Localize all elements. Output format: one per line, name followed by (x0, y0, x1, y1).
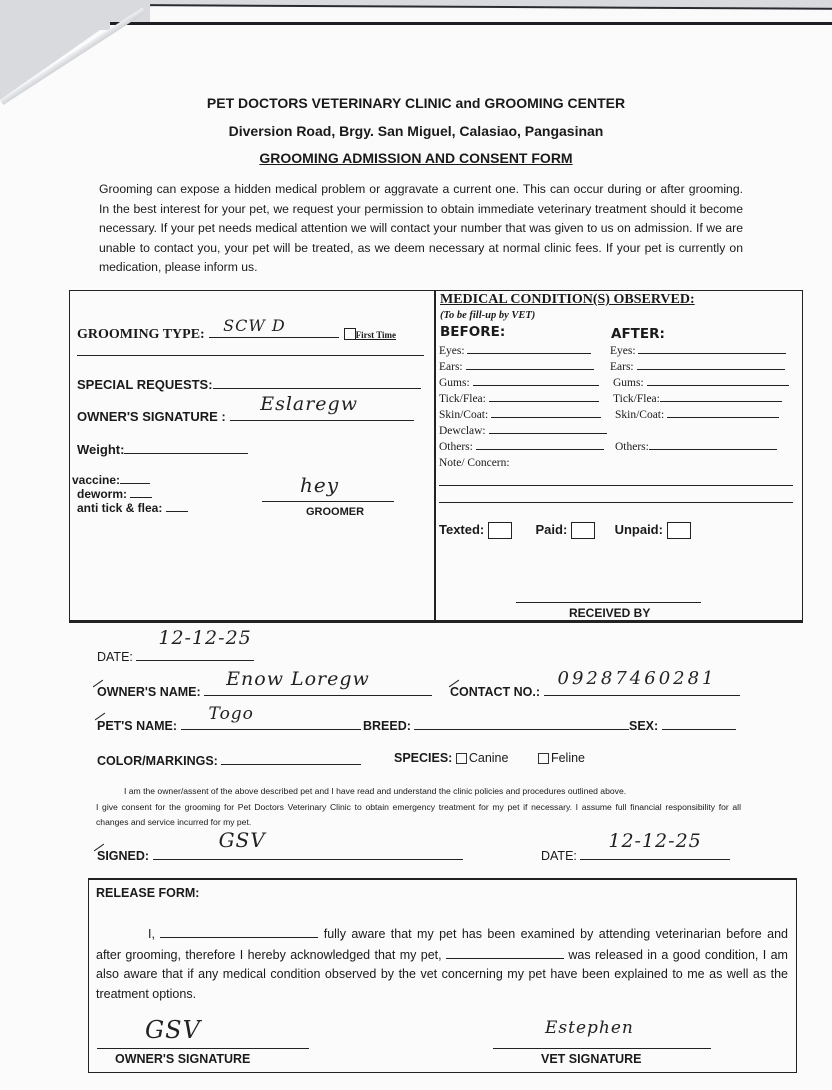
color-markings-label: COLOR/MARKINGS: (97, 754, 218, 768)
admission-date-value: 12-12-25 (158, 627, 252, 649)
before-field[interactable]: Gums: (439, 375, 599, 391)
deworm-field[interactable]: deworm: (72, 487, 188, 501)
note-line[interactable] (439, 485, 793, 486)
grooming-type-value: SCW D (223, 316, 286, 335)
pet-name-field[interactable] (97, 704, 361, 733)
special-requests-field[interactable] (77, 375, 421, 394)
note-concern-label: Note/ Concern: (439, 457, 510, 469)
color-markings-field[interactable] (97, 751, 361, 768)
grooming-type-field[interactable] (77, 316, 397, 343)
release-owner-signature-value: GSV (145, 1016, 201, 1044)
weight-field[interactable] (77, 440, 248, 459)
note-line[interactable] (439, 502, 793, 503)
before-field[interactable]: Skin/Coat: (439, 407, 601, 423)
sex-field[interactable] (629, 716, 736, 733)
release-pet-name-field[interactable] (446, 945, 564, 959)
consent-date-field[interactable] (541, 830, 730, 863)
after-field[interactable]: Skin/Coat: (615, 407, 779, 423)
owner-name-label: OWNER'S NAME: (97, 685, 201, 699)
special-requests-label: SPECIAL REQUESTS: (77, 377, 213, 392)
medical-row (439, 391, 799, 407)
release-owner-signature-line[interactable] (97, 1016, 309, 1049)
form-title: GROOMING ADMISSION AND CONSENT FORM (259, 150, 573, 166)
clinic-name: PET DOCTORS VETERINARY CLINIC and GROOMING CENTER (206, 95, 626, 111)
after-field[interactable]: Gums: (613, 375, 789, 391)
before-field[interactable]: Dewclaw: (439, 423, 607, 439)
release-paragraph: I, fully aware that my pet has been examined by attending veterinarian before and after grooming, therefore I hereby acknowledged that my pet, was released in a good condition, I am also aware that if any medical condition observed by the vet concerning my pet have been explained to me as well as the treatment options. (96, 924, 788, 1004)
species-label: SPECIES: (394, 751, 453, 765)
release-owner-name-field[interactable] (160, 924, 318, 938)
admission-date-field[interactable] (97, 627, 254, 664)
species-option-canine[interactable]: Canine (456, 751, 509, 765)
contact-number-label: CONTACT NO.: (450, 685, 541, 699)
species-field (394, 751, 585, 765)
received-by-label: RECEIVED BY (569, 606, 651, 620)
texted-label: Texted: (439, 522, 485, 537)
before-field[interactable]: Tick/Flea: (439, 391, 599, 407)
owner-signature-label: OWNER'S SIGNATURE : (77, 409, 226, 424)
unpaid-label: Unpaid: (614, 522, 663, 537)
paid-label: Paid: (535, 522, 568, 537)
vet-signature-value: Estephen (545, 1018, 634, 1038)
pet-name-label: PET'S NAME: (97, 719, 178, 733)
after-field[interactable]: Eyes: (610, 343, 786, 359)
vet-signature-label: VET SIGNATURE (541, 1052, 642, 1066)
clinic-address: Diversion Road, Brgy. San Miguel, Calasiao, Pangasinan (228, 123, 604, 139)
medical-rows (439, 343, 799, 471)
medical-subtitle: (To be fill-up by VET) (440, 310, 536, 321)
grooming-type-label: GROOMING TYPE: (77, 327, 205, 342)
before-field[interactable]: Others: (439, 439, 604, 455)
medical-row (439, 375, 799, 391)
after-label: AFTER: (611, 326, 665, 342)
before-label: BEFORE: (440, 324, 506, 340)
medical-row (439, 439, 799, 455)
paid-checkbox[interactable] (571, 522, 595, 539)
medical-row (439, 407, 799, 423)
weight-label: Weight: (77, 442, 125, 457)
vaccine-field[interactable]: vaccine: (72, 473, 188, 487)
owner-signature-value: Eslaregw (260, 393, 358, 415)
owner-signature-field[interactable] (77, 393, 414, 426)
received-by-line[interactable] (516, 602, 701, 603)
after-field[interactable]: Tick/Flea: (613, 391, 782, 407)
contact-number-value: 09287460281 (557, 668, 717, 689)
release-owner-signature-label: OWNER'S SIGNATURE (115, 1052, 251, 1066)
grooming-section (69, 290, 436, 623)
signed-value: GSV (218, 828, 266, 852)
pet-name-value: Togo (208, 704, 254, 724)
medical-row (439, 423, 799, 439)
admission-date-label: DATE: (97, 650, 133, 664)
first-time-label: First Time (355, 330, 397, 340)
first-time-checkbox[interactable] (344, 328, 356, 340)
medical-section (434, 290, 803, 623)
consent-date-label: DATE: (541, 849, 577, 863)
species-option-feline[interactable]: Feline (538, 751, 585, 765)
unpaid-checkbox[interactable] (667, 522, 691, 539)
owner-name-field[interactable] (97, 668, 432, 699)
signed-field[interactable] (97, 828, 463, 863)
grooming-type-line2[interactable] (77, 355, 424, 356)
anti-tick-flea-field[interactable]: anti tick & flea: (72, 501, 188, 515)
release-form-section (88, 878, 797, 1073)
before-field[interactable]: Eyes: (439, 343, 591, 359)
medical-title: MEDICAL CONDITION(S) OBSERVED: (440, 292, 695, 307)
consent-paragraph: I am the owner/assent of the above described pet and I have read and understand the clinic policies and procedures outlined above. I give consent for the grooming for Pet Doctors Veterinary Clinic to obtain emergency treatment for my pet if necessary. I assume full financial responsibility for all changes and service incurred for my pet. (96, 786, 741, 827)
breed-field[interactable] (363, 716, 629, 733)
release-form-title: RELEASE FORM: (96, 886, 200, 900)
status-checkboxes (439, 522, 691, 539)
after-field[interactable]: Ears: (610, 359, 785, 375)
intro-paragraph: Grooming can expose a hidden medical problem or aggravate a current one. This can occur during or after grooming. In the best interest for your pet, we request your permission to obtain immediate veterinary treatment should it become necessary. If your pet needs medical attention we will contact your number that was given to us on admission. If we are unable to contact you, your pet will be treated, as we deem necessary at normal clinic fees. If your pet is currently on medication, please inform us. (99, 182, 743, 274)
canine-checkbox[interactable] (456, 753, 467, 764)
sex-label: SEX: (629, 719, 659, 733)
vet-signature-line[interactable] (493, 1018, 711, 1049)
after-field[interactable]: Others: (615, 439, 777, 455)
groomer-signature-line[interactable] (262, 473, 394, 502)
consent-date-value: 12-12-25 (608, 830, 702, 852)
feline-checkbox[interactable] (538, 753, 549, 764)
signed-label: SIGNED: (97, 849, 150, 863)
groomer-label: GROOMER (306, 506, 365, 518)
medical-row (439, 359, 799, 375)
medical-row (439, 343, 799, 359)
before-field[interactable]: Ears: (439, 359, 594, 375)
breed-label: BREED: (363, 719, 411, 733)
groomer-signature-value: hey (300, 473, 340, 497)
prevention-list (72, 473, 188, 515)
contact-number-field[interactable] (450, 668, 740, 699)
texted-checkbox[interactable] (488, 522, 512, 539)
owner-name-value: Enow Loregw (226, 668, 370, 690)
